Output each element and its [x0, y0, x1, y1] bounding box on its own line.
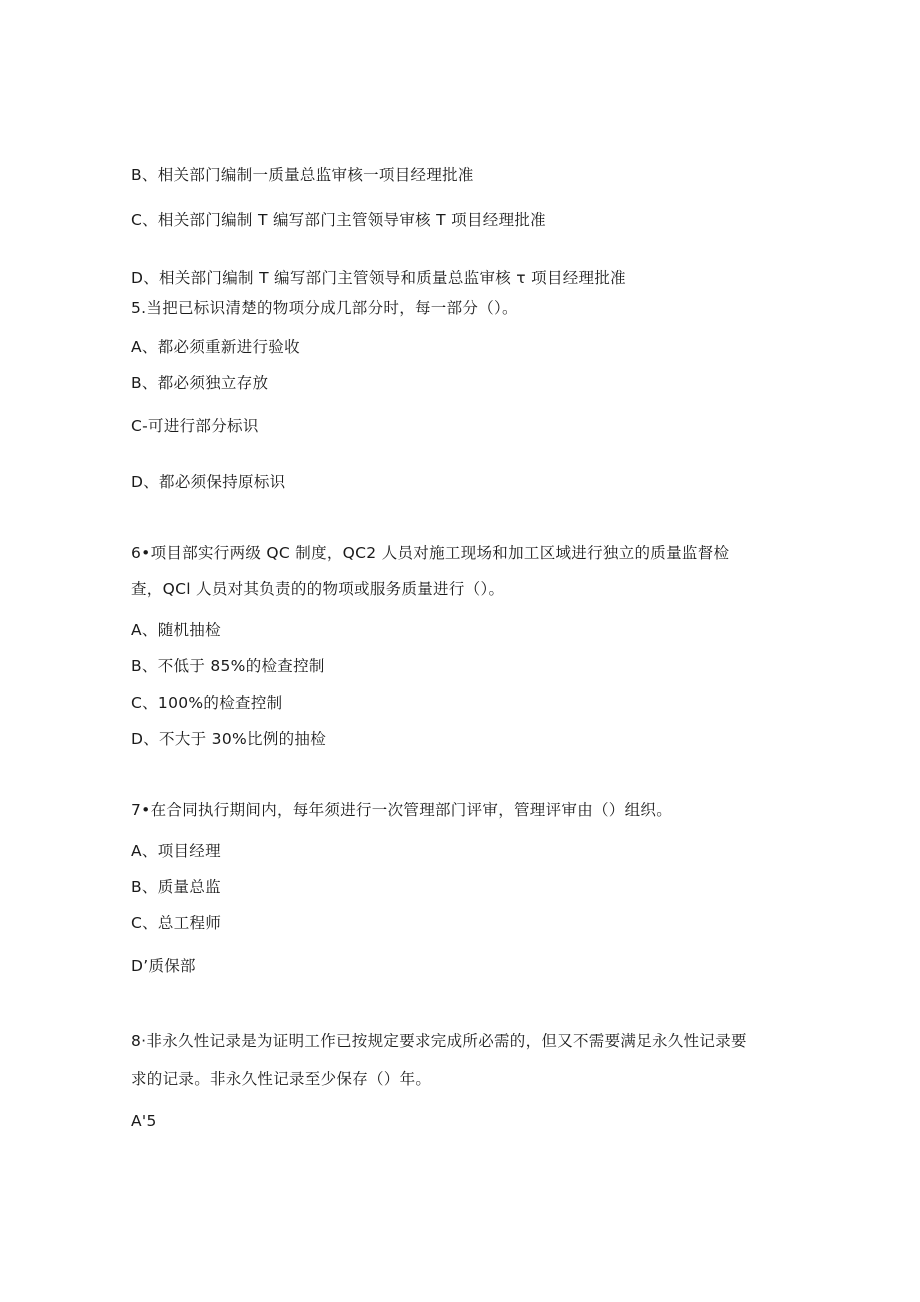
- option-c-q6: C、100%的检查控制: [131, 694, 283, 712]
- option-b-q6: B、不低于 85%的检查控制: [131, 657, 325, 675]
- option-a-q6: A、随机抽检: [131, 621, 221, 639]
- option-c-q7: C、总工程师: [131, 914, 222, 932]
- question-6-line-2: 查，QCl 人员对其负责的的物项或服务质量进行（）。: [131, 580, 505, 598]
- question-6-line-1: 6•项目部实行两级 QC 制度，QC2 人员对施工现场和加工区域进行独立的质量监督检: [131, 544, 730, 562]
- option-d-q6: D、不大于 30%比例的抽检: [131, 730, 327, 748]
- option-d-q4: D、相关部门编制 T 编写部门主管领导和质量总监审核 τ 项目经理批准: [131, 269, 626, 287]
- option-d-q5: D、都必须保持原标识: [131, 473, 286, 491]
- question-8-line-1: 8·非永久性记录是为证明工作已按规定要求完成所必需的，但又不需要满足永久性记录要: [131, 1032, 747, 1050]
- option-a-q8: A'5: [131, 1112, 157, 1130]
- question-5: 5.当把已标识清楚的物项分成几部分时，每一部分（）。: [131, 299, 518, 317]
- option-c-q5: C-可进行部分标识: [131, 417, 259, 435]
- option-b-q5: B、都必须独立存放: [131, 374, 269, 392]
- option-b-q7: B、质量总监: [131, 878, 221, 896]
- option-d-q7: D’质保部: [131, 957, 196, 975]
- question-7: 7•在合同执行期间内，每年须进行一次管理部门评审，管理评审由（）组织。: [131, 801, 673, 819]
- option-a-q7: A、项目经理: [131, 842, 221, 860]
- option-c-q4: C、相关部门编制 T 编写部门主管领导审核 T 项目经理批准: [131, 211, 546, 229]
- option-a-q5: A、都必须重新进行验收: [131, 338, 300, 356]
- question-8-line-2: 求的记录。非永久性记录至少保存（）年。: [131, 1070, 432, 1088]
- option-b-q4: B、相关部门编制一质量总监审核一项目经理批准: [131, 166, 474, 184]
